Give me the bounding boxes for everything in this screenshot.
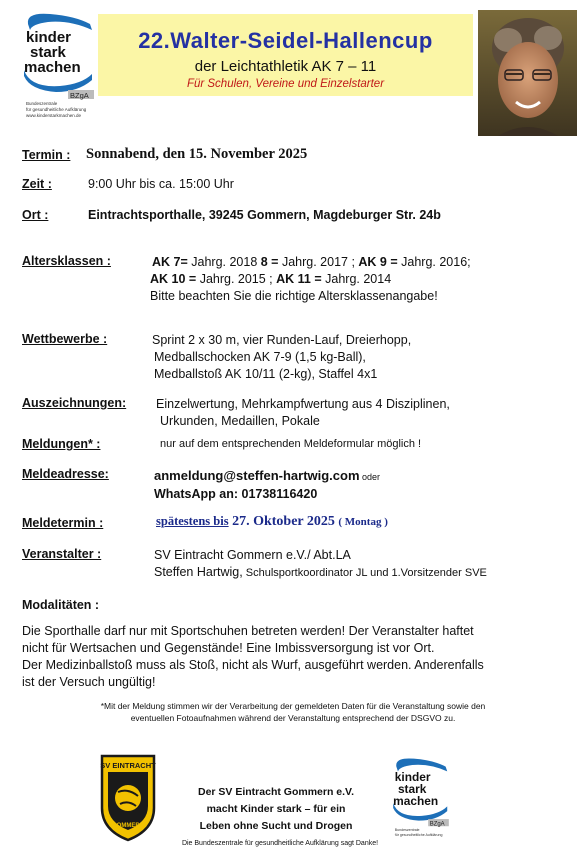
kinder-stark-machen-logo — [20, 10, 98, 122]
veranstalter-name: Steffen Hartwig, — [154, 565, 243, 579]
wettbewerbe-values — [152, 332, 411, 383]
svg-text:www.kinderstarkmachen.de: www.kinderstarkmachen.de — [26, 113, 82, 118]
altersklassen-values — [152, 254, 471, 305]
svg-text:stark: stark — [30, 44, 66, 61]
header-banner — [98, 14, 473, 96]
meldeadresse-whatsapp: WhatsApp an: 01738116420 — [154, 487, 318, 501]
svg-text:BZgA: BZgA — [429, 821, 445, 828]
wettbewerbe-label: Wettbewerbe : — [22, 332, 108, 346]
meldetermin-date: 27. Oktober 2025 — [232, 514, 335, 529]
kinder-stark-machen-logo-small — [390, 752, 452, 848]
ak7-label: AK 7= — [152, 255, 188, 269]
zeit-label: Zeit : — [22, 177, 52, 191]
veranstalter-role: Schulsportkoordinator JL und 1.Vorsitzender SVE — [242, 567, 487, 579]
altersklassen-note: Bitte beachten Sie die richtige Altersklassenangabe! — [150, 289, 438, 303]
termin-value: Sonnabend, den 15. November 2025 — [86, 146, 308, 162]
row-auszeichnungen — [22, 396, 574, 432]
row-meldetermin — [22, 514, 574, 534]
footer-line: macht Kinder stark – für ein — [206, 803, 346, 815]
row-wettbewerbe — [22, 332, 574, 386]
dsgvo-notice — [60, 700, 526, 724]
meldeadresse-label: Meldeadresse: — [22, 467, 109, 481]
row-zeit — [22, 177, 574, 195]
modalitaeten-text — [22, 623, 562, 691]
veranstalter-values — [154, 547, 487, 582]
modalitaeten-line: ist der Versuch ungültig! — [22, 675, 156, 689]
ak11-label: AK 11 = — [276, 272, 322, 286]
modalitaeten-line: Der Medizinballstoß muss als Stoß, nicht als Wurf, ausgeführt werden. Anderenfalls — [22, 658, 484, 672]
ak8-year: Jahrg. 2017 ; — [278, 255, 359, 269]
ak9-label: AK 9 = — [358, 255, 398, 269]
sv-logo-bottom-text: GOMMERN — [112, 823, 144, 829]
sv-logo-top-text: SV EINTRACHT — [100, 761, 156, 770]
meldeadresse-email[interactable]: anmeldung@steffen-hartwig.com — [154, 468, 360, 483]
meldeadresse-or: oder — [359, 472, 381, 482]
altersklassen-label: Altersklassen : — [22, 254, 111, 268]
auszeichnungen-values — [156, 396, 450, 430]
svg-text:stark: stark — [397, 781, 427, 796]
meldetermin-label: Meldetermin : — [22, 516, 104, 530]
meldetermin-prefix: spätestens bis — [156, 514, 229, 528]
portrait-photo — [478, 10, 577, 136]
row-meldeadresse — [22, 467, 574, 503]
row-meldungen — [22, 437, 574, 455]
svg-text:machen: machen — [24, 59, 81, 76]
footer-line: Der SV Eintracht Gommern e.V. — [198, 786, 354, 798]
zeit-value: 9:00 Uhr bis ca. 15:00 Uhr — [88, 177, 234, 191]
svg-text:kinder: kinder — [26, 29, 72, 46]
ort-value: Eintrachtsporthalle, 39245 Gommern, Magdeburger Str. 24b — [88, 208, 441, 222]
auszeichnungen-label: Auszeichnungen: — [22, 396, 127, 410]
ak10-label: AK 10 = — [150, 272, 197, 286]
termin-label: Termin : — [22, 148, 71, 162]
svg-text:für gesundheitliche Aufklärung: für gesundheitliche Aufklärung — [394, 832, 443, 837]
event-subtitle: der Leichtathletik AK 7 – 11 — [194, 58, 377, 75]
event-tagline: Für Schulen, Vereine und Einzelstarter — [186, 78, 385, 90]
row-altersklassen — [22, 254, 574, 310]
wettbewerbe-line: Sprint 2 x 30 m, vier Runden-Lauf, Dreierhopp, — [152, 333, 412, 347]
meldungen-value: nur auf dem entsprechenden Meldeformular möglich ! — [160, 438, 422, 450]
svg-text:machen: machen — [393, 793, 439, 808]
row-veranstalter — [22, 547, 574, 583]
ak9-year: Jahrg. 2016; — [397, 255, 471, 269]
svg-text:Bundeszentrale: Bundeszentrale — [26, 101, 58, 106]
footer-line: Leben ohne Sucht und Drogen — [199, 820, 353, 832]
dsgvo-line: *Mit der Meldung stimmen wir der Verarbeitung der gemeldeten Daten für die Veranstaltung sowie den — [100, 701, 486, 711]
ort-label: Ort : — [22, 208, 49, 222]
event-title: 22.Walter-Seidel-Hallencup — [138, 28, 433, 53]
svg-text:für gesundheitliche Aufklärung: für gesundheitliche Aufklärung — [26, 107, 87, 112]
wettbewerbe-line: Medballstoß AK 10/11 (2-kg), Staffel 4x1 — [154, 367, 378, 381]
dsgvo-line: eventuellen Fotoaufnahmen während der Veranstaltung entsprechend der DSGVO zu. — [130, 713, 456, 723]
svg-text:Bundeszentrale: Bundeszentrale — [394, 828, 420, 832]
svg-text:BZgA: BZgA — [70, 91, 89, 100]
row-ort — [22, 208, 574, 226]
veranstalter-label: Veranstalter : — [22, 547, 102, 561]
ak8-label: 8 = — [260, 255, 279, 269]
ak11-year: Jahrg. 2014 — [321, 272, 392, 286]
modalitaeten-label: Modalitäten : — [22, 598, 100, 612]
veranstalter-club: SV Eintracht Gommern e.V./ Abt.LA — [154, 548, 351, 562]
row-termin — [22, 146, 574, 166]
svg-text:kinder: kinder — [394, 769, 431, 784]
sv-eintracht-logo — [98, 752, 158, 842]
footer-message — [170, 784, 382, 835]
row-modalitaeten — [22, 598, 574, 616]
auszeichnungen-line: Urkunden, Medaillen, Pokale — [160, 414, 320, 428]
ak10-year: Jahrg. 2015 ; — [196, 272, 277, 286]
meldetermin-values — [156, 514, 388, 530]
wettbewerbe-line: Medballschocken AK 7-9 (1,5 kg-Ball), — [154, 350, 366, 364]
meldeadresse-values — [154, 467, 380, 503]
modalitaeten-line: nicht für Wertsachen und Gegenstände! Eine Imbissversorgung ist vor Ort. — [22, 641, 435, 655]
footer-thanks: Die Bundeszentrale für gesundheitliche Aufklärung sagt Danke! — [181, 840, 379, 847]
auszeichnungen-line: Einzelwertung, Mehrkampfwertung aus 4 Disziplinen, — [156, 397, 450, 411]
modalitaeten-line: Die Sporthalle darf nur mit Sportschuhen betreten werden! Der Veranstalter haftet — [22, 624, 474, 638]
ak7-year: Jahrg. 2018 — [187, 255, 261, 269]
meldetermin-weekday: ( Montag ) — [338, 516, 388, 528]
meldungen-label: Meldungen* : — [22, 437, 101, 451]
